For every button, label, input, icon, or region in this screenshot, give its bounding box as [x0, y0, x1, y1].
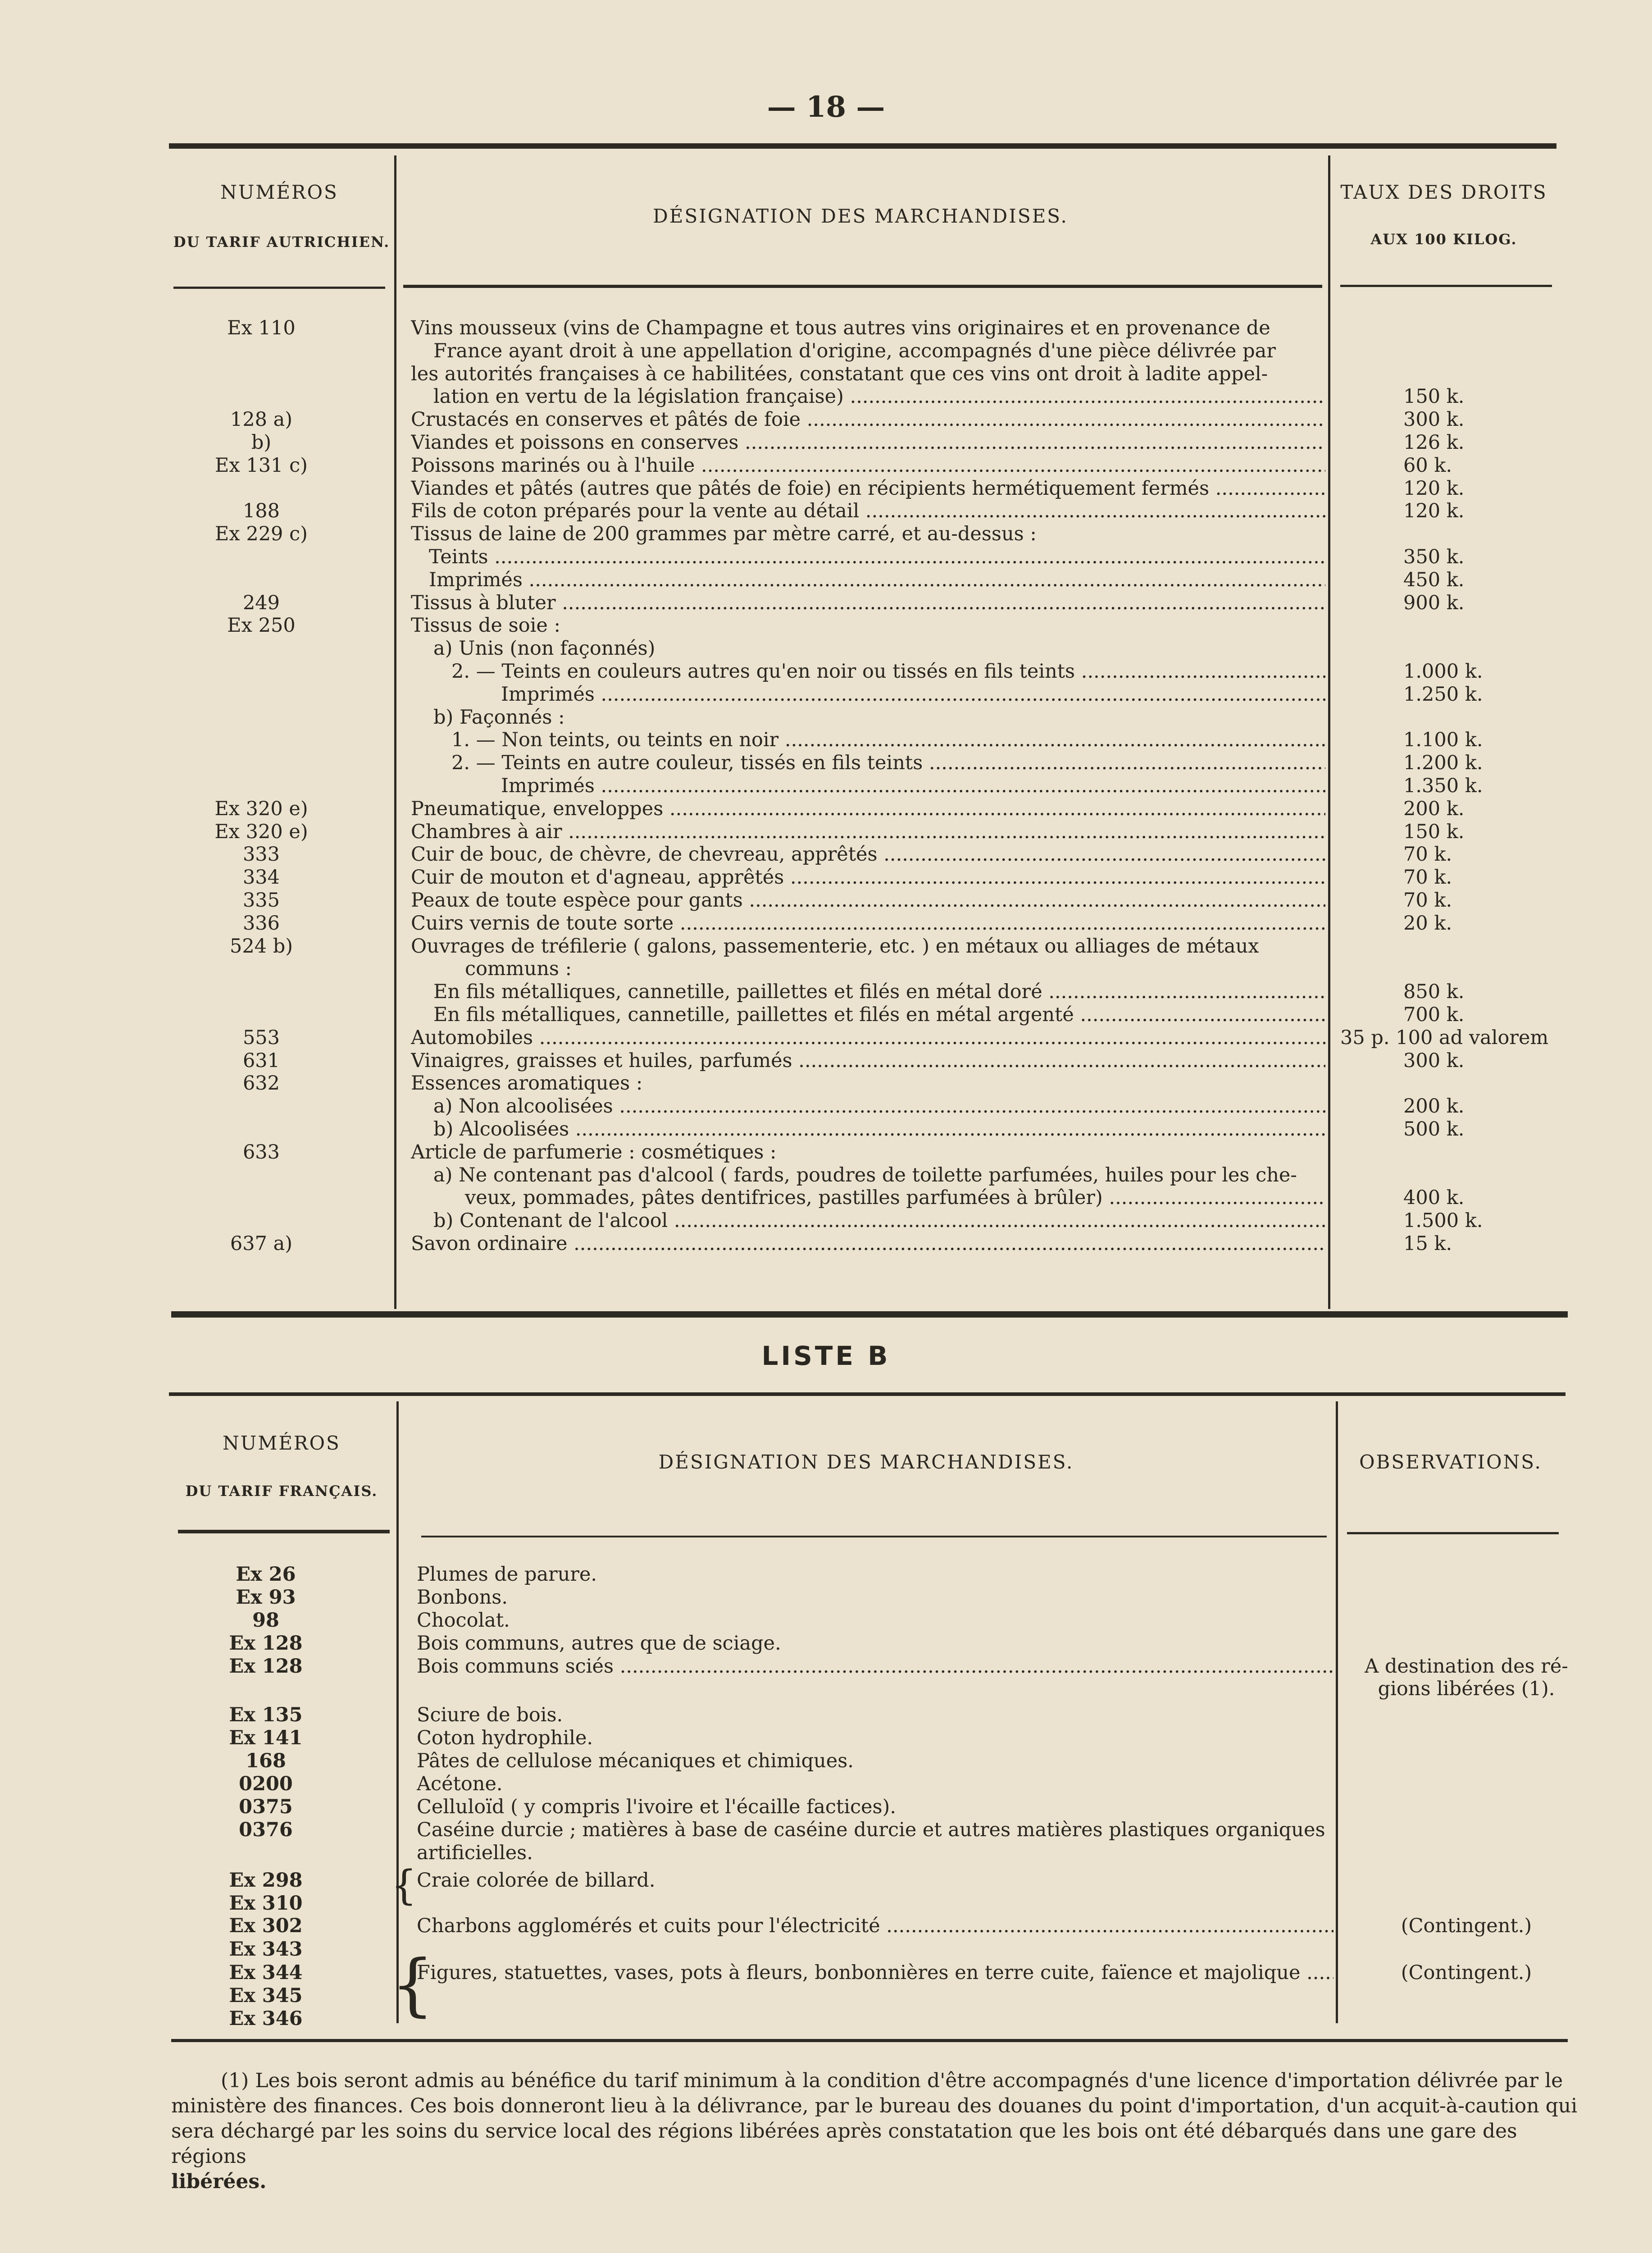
table-row — [0, 1140, 1652, 1164]
tariff-number: Ex 128 — [229, 1655, 303, 1678]
duty-rate: 60 k. — [1403, 454, 1452, 477]
duty-rate: 1.500 k. — [1403, 1209, 1483, 1232]
col-designation-header: DÉSIGNATION DES MARCHANDISES. — [653, 205, 1068, 227]
table-row — [0, 1609, 1652, 1632]
merchandise-designation: Celluloïd ( y compris l'ivoire et l'écaille factices). — [417, 1796, 896, 1818]
merchandise-designation: Vinaigres, graisses et huiles, parfumés ..... — [411, 1049, 1325, 1072]
observation: (Contingent.) — [1401, 1961, 1532, 1984]
merchandise-designation: Automobiles ..... — [411, 1026, 1325, 1049]
observation: A destination des ré- — [1365, 1655, 1568, 1678]
tariff-number: Ex 302 — [229, 1915, 303, 1937]
footnote — [171, 2068, 1586, 2194]
table-row — [0, 1818, 1652, 1842]
duty-rate: 1.100 k. — [1403, 729, 1483, 751]
table-row — [0, 1749, 1652, 1773]
merchandise-designation: En fils métalliques, cannetille, paillettes et filés en métal argenté ..... — [411, 1003, 1325, 1026]
merchandise-designation: Vins mousseux (vins de Champagne et tous autres vins originaires et en provenance de — [411, 317, 1270, 339]
table-row — [0, 1655, 1652, 1678]
tariff-number: Ex 128 — [229, 1632, 303, 1655]
merchandise-designation: Charbons agglomérés et cuits pour l'électricité ..... — [417, 1914, 1333, 1938]
duty-rate: 1.200 k. — [1403, 752, 1483, 774]
tariff-number: Ex 141 — [229, 1727, 303, 1749]
duty-rate: 350 k. — [1403, 546, 1465, 568]
liste-a-bottom-rule — [171, 1311, 1568, 1318]
table-row — [0, 614, 1652, 637]
merchandise-designation: Savon ordinaire ..... — [411, 1232, 1325, 1255]
table-row — [0, 957, 1652, 981]
duty-rate: 1.350 k. — [1403, 775, 1483, 797]
tariff-number: Ex 344 — [229, 1961, 303, 1984]
tariff-number: b) — [251, 431, 272, 454]
table-row — [0, 1869, 1652, 1892]
table-row — [0, 1072, 1652, 1095]
merchandise-designation: Bonbons. — [417, 1586, 508, 1609]
duty-rate: 120 k. — [1403, 500, 1465, 522]
merchandise-designation: Teints ..... — [411, 545, 1325, 569]
table-row — [0, 408, 1652, 431]
merchandise-designation: 2. — Teints en autre couleur, tissés en fils teints ..... — [411, 751, 1325, 775]
table-row — [0, 1677, 1652, 1701]
table-row — [0, 728, 1652, 752]
merchandise-designation: France ayant droit à une appellation d'origine, accompagnés d'une pièce délivrée par — [433, 340, 1276, 362]
merchandise-designation: Ouvrages de tréfilerie ( galons, passementerie, etc. ) en métaux ou alliages de métaux — [411, 935, 1259, 958]
tariff-number: 631 — [242, 1049, 280, 1072]
duty-rate: 1.250 k. — [1403, 683, 1483, 706]
b-header-rule-col3 — [1347, 1532, 1559, 1534]
footnote-line-3: sera déchargé par les soins du service local des régions libérées après constatation que les bois ont été débarqués dans une gare des régions — [171, 2120, 1517, 2168]
tariff-number: Ex 320 e) — [214, 821, 308, 843]
merchandise-designation: Imprimés ..... — [411, 683, 1325, 706]
table-row — [0, 843, 1652, 866]
duty-rate: 400 k. — [1403, 1186, 1465, 1209]
col-numeros-subheader: DU TARIF AUTRICHIEN. — [173, 233, 390, 251]
duty-rate: 70 k. — [1403, 889, 1452, 912]
duty-rate: 300 k. — [1403, 408, 1465, 431]
footnote-line-4: libérées. — [171, 2170, 267, 2193]
tariff-number: Ex 110 — [227, 317, 296, 339]
merchandise-designation: Coton hydrophile. — [417, 1727, 593, 1749]
tariff-number: 128 a) — [230, 408, 293, 431]
duty-rate: 900 k. — [1403, 592, 1465, 614]
duty-rate: 850 k. — [1403, 981, 1465, 1003]
table-row — [0, 889, 1652, 912]
b-header-rule-col2 — [421, 1536, 1327, 1537]
merchandise-designation: Imprimés ..... — [411, 774, 1325, 798]
tariff-number: 98 — [252, 1609, 279, 1632]
duty-rate: 20 k. — [1403, 912, 1452, 935]
table-row — [0, 385, 1652, 408]
liste-b-bottom-rule — [171, 2039, 1568, 2042]
merchandise-designation: Article de parfumerie : cosmétiques : — [411, 1141, 777, 1163]
table-row — [0, 1726, 1652, 1750]
merchandise-designation: lation en vertu de la législation française) ..... — [411, 385, 1325, 408]
merchandise-designation: b) Alcoolisées ..... — [411, 1117, 1325, 1141]
table-row — [0, 477, 1652, 500]
table-row — [0, 499, 1652, 523]
merchandise-designation: En fils métalliques, cannetille, paillettes et filés en métal doré ..... — [411, 980, 1325, 1003]
liste-b-top-rule — [169, 1392, 1566, 1396]
merchandise-designation: Sciure de bois. — [417, 1704, 563, 1726]
tariff-number: Ex 93 — [236, 1586, 296, 1609]
header-rule-col3 — [1340, 285, 1552, 287]
footnote-line-1: (1) Les bois seront admis au bénéfice du tarif minimum à la condition d'être accompagnés d'une licence d'importation délivrée par le — [221, 2069, 1563, 2092]
tariff-number: Ex 26 — [236, 1563, 296, 1586]
merchandise-designation: Bois communs, autres que de sciage. — [417, 1632, 781, 1655]
tariff-number: 0375 — [239, 1796, 293, 1818]
merchandise-designation: Essences aromatiques : — [411, 1072, 643, 1095]
table-row — [0, 1984, 1652, 2007]
b-col-numeros-header: NUMÉROS — [223, 1432, 341, 1454]
merchandise-designation: Acétone. — [417, 1773, 503, 1795]
header-rule-col2 — [403, 285, 1322, 288]
table-row — [0, 1961, 1652, 1984]
duty-rate: 120 k. — [1403, 477, 1465, 500]
table-row — [0, 660, 1652, 683]
tariff-number: 335 — [242, 889, 280, 912]
table-row — [0, 431, 1652, 454]
merchandise-designation: Poissons marinés ou à l'huile ..... — [411, 454, 1325, 477]
tariff-number: Ex 298 — [229, 1869, 303, 1892]
b-col-observations-header: OBSERVATIONS. — [1359, 1451, 1542, 1473]
merchandise-designation: Plumes de parure. — [417, 1563, 597, 1586]
table-row — [0, 683, 1652, 706]
table-row — [0, 1938, 1652, 1961]
table-row — [0, 362, 1652, 386]
merchandise-designation: Craie colorée de billard. — [417, 1869, 655, 1892]
tariff-number: Ex 131 c) — [215, 454, 308, 477]
table-row — [0, 980, 1652, 1003]
merchandise-designation: Chocolat. — [417, 1609, 510, 1632]
tariff-number: 553 — [242, 1026, 280, 1049]
tariff-number: 524 b) — [229, 935, 293, 958]
table-row — [0, 751, 1652, 775]
merchandise-designation: b) Contenant de l'alcool ..... — [411, 1209, 1325, 1232]
table-row — [0, 339, 1652, 363]
footnote-line-2: ministère des finances. Ces bois donneront lieu à la délivrance, par le bureau des douanes du point d'importation, d'un acquit-à-caution qui — [171, 2094, 1578, 2117]
table-row — [0, 568, 1652, 592]
duty-rate: 450 k. — [1403, 569, 1465, 591]
col-numeros-header: NUMÉROS — [220, 181, 338, 203]
table-row — [0, 1163, 1652, 1187]
tariff-number: 188 — [242, 500, 280, 522]
table-row — [0, 706, 1652, 729]
tariff-number: 334 — [242, 866, 280, 889]
tariff-number: Ex 250 — [227, 614, 296, 637]
duty-rate: 70 k. — [1403, 843, 1452, 866]
table-row — [0, 866, 1652, 889]
col-taux-header: TAUX DES DROITS — [1340, 181, 1547, 203]
tariff-number: 336 — [242, 912, 280, 935]
merchandise-designation: Viandes et pâtés (autres que pâtés de foie) en récipients hermétiquement fermés ..... — [411, 477, 1325, 500]
table-row — [0, 797, 1652, 821]
table-row — [0, 1209, 1652, 1232]
table-row — [0, 1049, 1652, 1072]
table-row — [0, 2007, 1652, 2030]
merchandise-designation: Imprimés ..... — [411, 568, 1325, 592]
bracket-298-310: { — [391, 1862, 417, 1909]
tariff-number: 633 — [242, 1141, 280, 1163]
tariff-number: Ex 310 — [229, 1892, 303, 1915]
merchandise-designation: artificielles. — [417, 1842, 533, 1864]
duty-rate: 200 k. — [1403, 1095, 1465, 1117]
tariff-number: Ex 346 — [229, 2007, 303, 2030]
merchandise-designation: Cuirs vernis de toute sorte ..... — [411, 912, 1325, 935]
table-row — [0, 1632, 1652, 1655]
duty-rate: 35 p. 100 ad valorem — [1340, 1026, 1549, 1049]
tariff-number: 0376 — [239, 1819, 293, 1841]
duty-rate: 200 k. — [1403, 798, 1465, 820]
table-row — [0, 1841, 1652, 1865]
table-row — [0, 1117, 1652, 1141]
table-row — [0, 820, 1652, 844]
table-row — [0, 454, 1652, 477]
merchandise-designation: Caséine durcie ; matières à base de caséine durcie et autres matières plastiques organiques — [417, 1819, 1325, 1841]
duty-rate: 15 k. — [1403, 1232, 1452, 1255]
table-row — [0, 637, 1652, 660]
observation: (Contingent.) — [1401, 1915, 1532, 1937]
page-number: — 18 — — [767, 90, 885, 124]
merchandise-designation: Peaux de toute espèce pour gants ..... — [411, 889, 1325, 912]
merchandise-designation: Cuir de mouton et d'agneau, apprêtés ..... — [411, 866, 1325, 889]
b-col-numeros-subheader: DU TARIF FRANÇAIS. — [185, 1482, 378, 1500]
duty-rate: 700 k. — [1403, 1003, 1465, 1026]
merchandise-designation: communs : — [465, 958, 572, 980]
table-row — [0, 1703, 1652, 1727]
table-row — [0, 522, 1652, 546]
merchandise-designation: les autorités françaises à ce habilitées, constatant que ces vins ont droit à ladite appel- — [411, 363, 1268, 385]
table-row — [0, 1772, 1652, 1796]
table-row — [0, 1232, 1652, 1255]
b-header-rule-col1 — [178, 1530, 390, 1533]
tariff-number: 333 — [242, 843, 280, 866]
merchandise-designation: Pneumatique, enveloppes ..... — [411, 797, 1325, 821]
table-row — [0, 935, 1652, 958]
table-row — [0, 316, 1652, 340]
merchandise-designation: b) Façonnés : — [433, 706, 565, 729]
merchandise-designation: Tissus de soie : — [411, 614, 560, 637]
header-rule-col1 — [173, 287, 385, 289]
merchandise-designation: a) Non alcoolisées ..... — [411, 1095, 1325, 1118]
tariff-number: Ex 135 — [229, 1704, 303, 1726]
tariff-number: 0200 — [239, 1773, 293, 1795]
merchandise-designation: Pâtes de cellulose mécaniques et chimiques. — [417, 1750, 854, 1772]
merchandise-designation: Crustacés en conserves et pâtés de foie ..... — [411, 408, 1325, 431]
table-row — [0, 1586, 1652, 1609]
merchandise-designation: Figures, statuettes, vases, pots à fleurs, bonbonnières en terre cuite, faïence et majolique ..... — [417, 1961, 1333, 1984]
tariff-number: 249 — [242, 592, 280, 614]
table-row — [0, 1795, 1652, 1819]
duty-rate: 500 k. — [1403, 1118, 1465, 1140]
table-row — [0, 774, 1652, 798]
merchandise-designation: a) Unis (non façonnés) — [433, 637, 655, 660]
top-rule — [169, 143, 1556, 149]
col-taux-subheader: AUX 100 KILOG. — [1370, 231, 1517, 248]
tariff-number: 637 a) — [230, 1232, 293, 1255]
merchandise-designation: 1. — Non teints, ou teints en noir ..... — [411, 728, 1325, 752]
merchandise-designation: Chambres à air ..... — [411, 820, 1325, 844]
observation: gions libérées (1). — [1378, 1678, 1555, 1700]
b-col-designation-header: DÉSIGNATION DES MARCHANDISES. — [658, 1451, 1074, 1473]
tariff-number: Ex 345 — [229, 1984, 303, 2007]
duty-rate: 70 k. — [1403, 866, 1452, 889]
table-row — [0, 1026, 1652, 1049]
table-row — [0, 1914, 1652, 1938]
merchandise-designation: Viandes et poissons en conserves ..... — [411, 431, 1325, 454]
table-row — [0, 1186, 1652, 1209]
table-row — [0, 1563, 1652, 1586]
duty-rate: 150 k. — [1403, 385, 1465, 408]
merchandise-designation: a) Ne contenant pas d'alcool ( fards, poudres de toilette parfumées, huiles pour les che- — [433, 1164, 1297, 1186]
tariff-number: 168 — [246, 1750, 286, 1772]
duty-rate: 300 k. — [1403, 1049, 1465, 1072]
merchandise-designation: 2. — Teints en couleurs autres qu'en noir ou tissés en fils teints ..... — [411, 660, 1325, 683]
merchandise-designation: Tissus de laine de 200 grammes par mètre carré, et au-dessus : — [411, 523, 1037, 545]
table-row — [0, 1095, 1652, 1118]
liste-b-title: LISTE B — [761, 1341, 891, 1371]
merchandise-designation: Cuir de bouc, de chèvre, de chevreau, apprêtés ..... — [411, 843, 1325, 866]
bracket-343-346: { — [391, 1946, 434, 2024]
table-row — [0, 1892, 1652, 1915]
tariff-number: Ex 229 c) — [215, 523, 308, 545]
table-row — [0, 1003, 1652, 1026]
merchandise-designation: Bois communs sciés ..... — [417, 1655, 1333, 1678]
tariff-number: Ex 320 e) — [214, 798, 308, 820]
merchandise-designation: Tissus à bluter ..... — [411, 591, 1325, 615]
table-row — [0, 591, 1652, 615]
table-row — [0, 912, 1652, 935]
duty-rate: 1.000 k. — [1403, 660, 1483, 683]
merchandise-designation: Fils de coton préparés pour la vente au détail ..... — [411, 499, 1325, 523]
duty-rate: 150 k. — [1403, 821, 1465, 843]
duty-rate: 126 k. — [1403, 431, 1465, 454]
tariff-number: Ex 343 — [229, 1938, 303, 1961]
merchandise-designation: veux, pommades, pâtes dentifrices, pastilles parfumées à brûler) ..... — [411, 1186, 1325, 1209]
tariff-number: 632 — [242, 1072, 280, 1095]
table-row — [0, 545, 1652, 569]
